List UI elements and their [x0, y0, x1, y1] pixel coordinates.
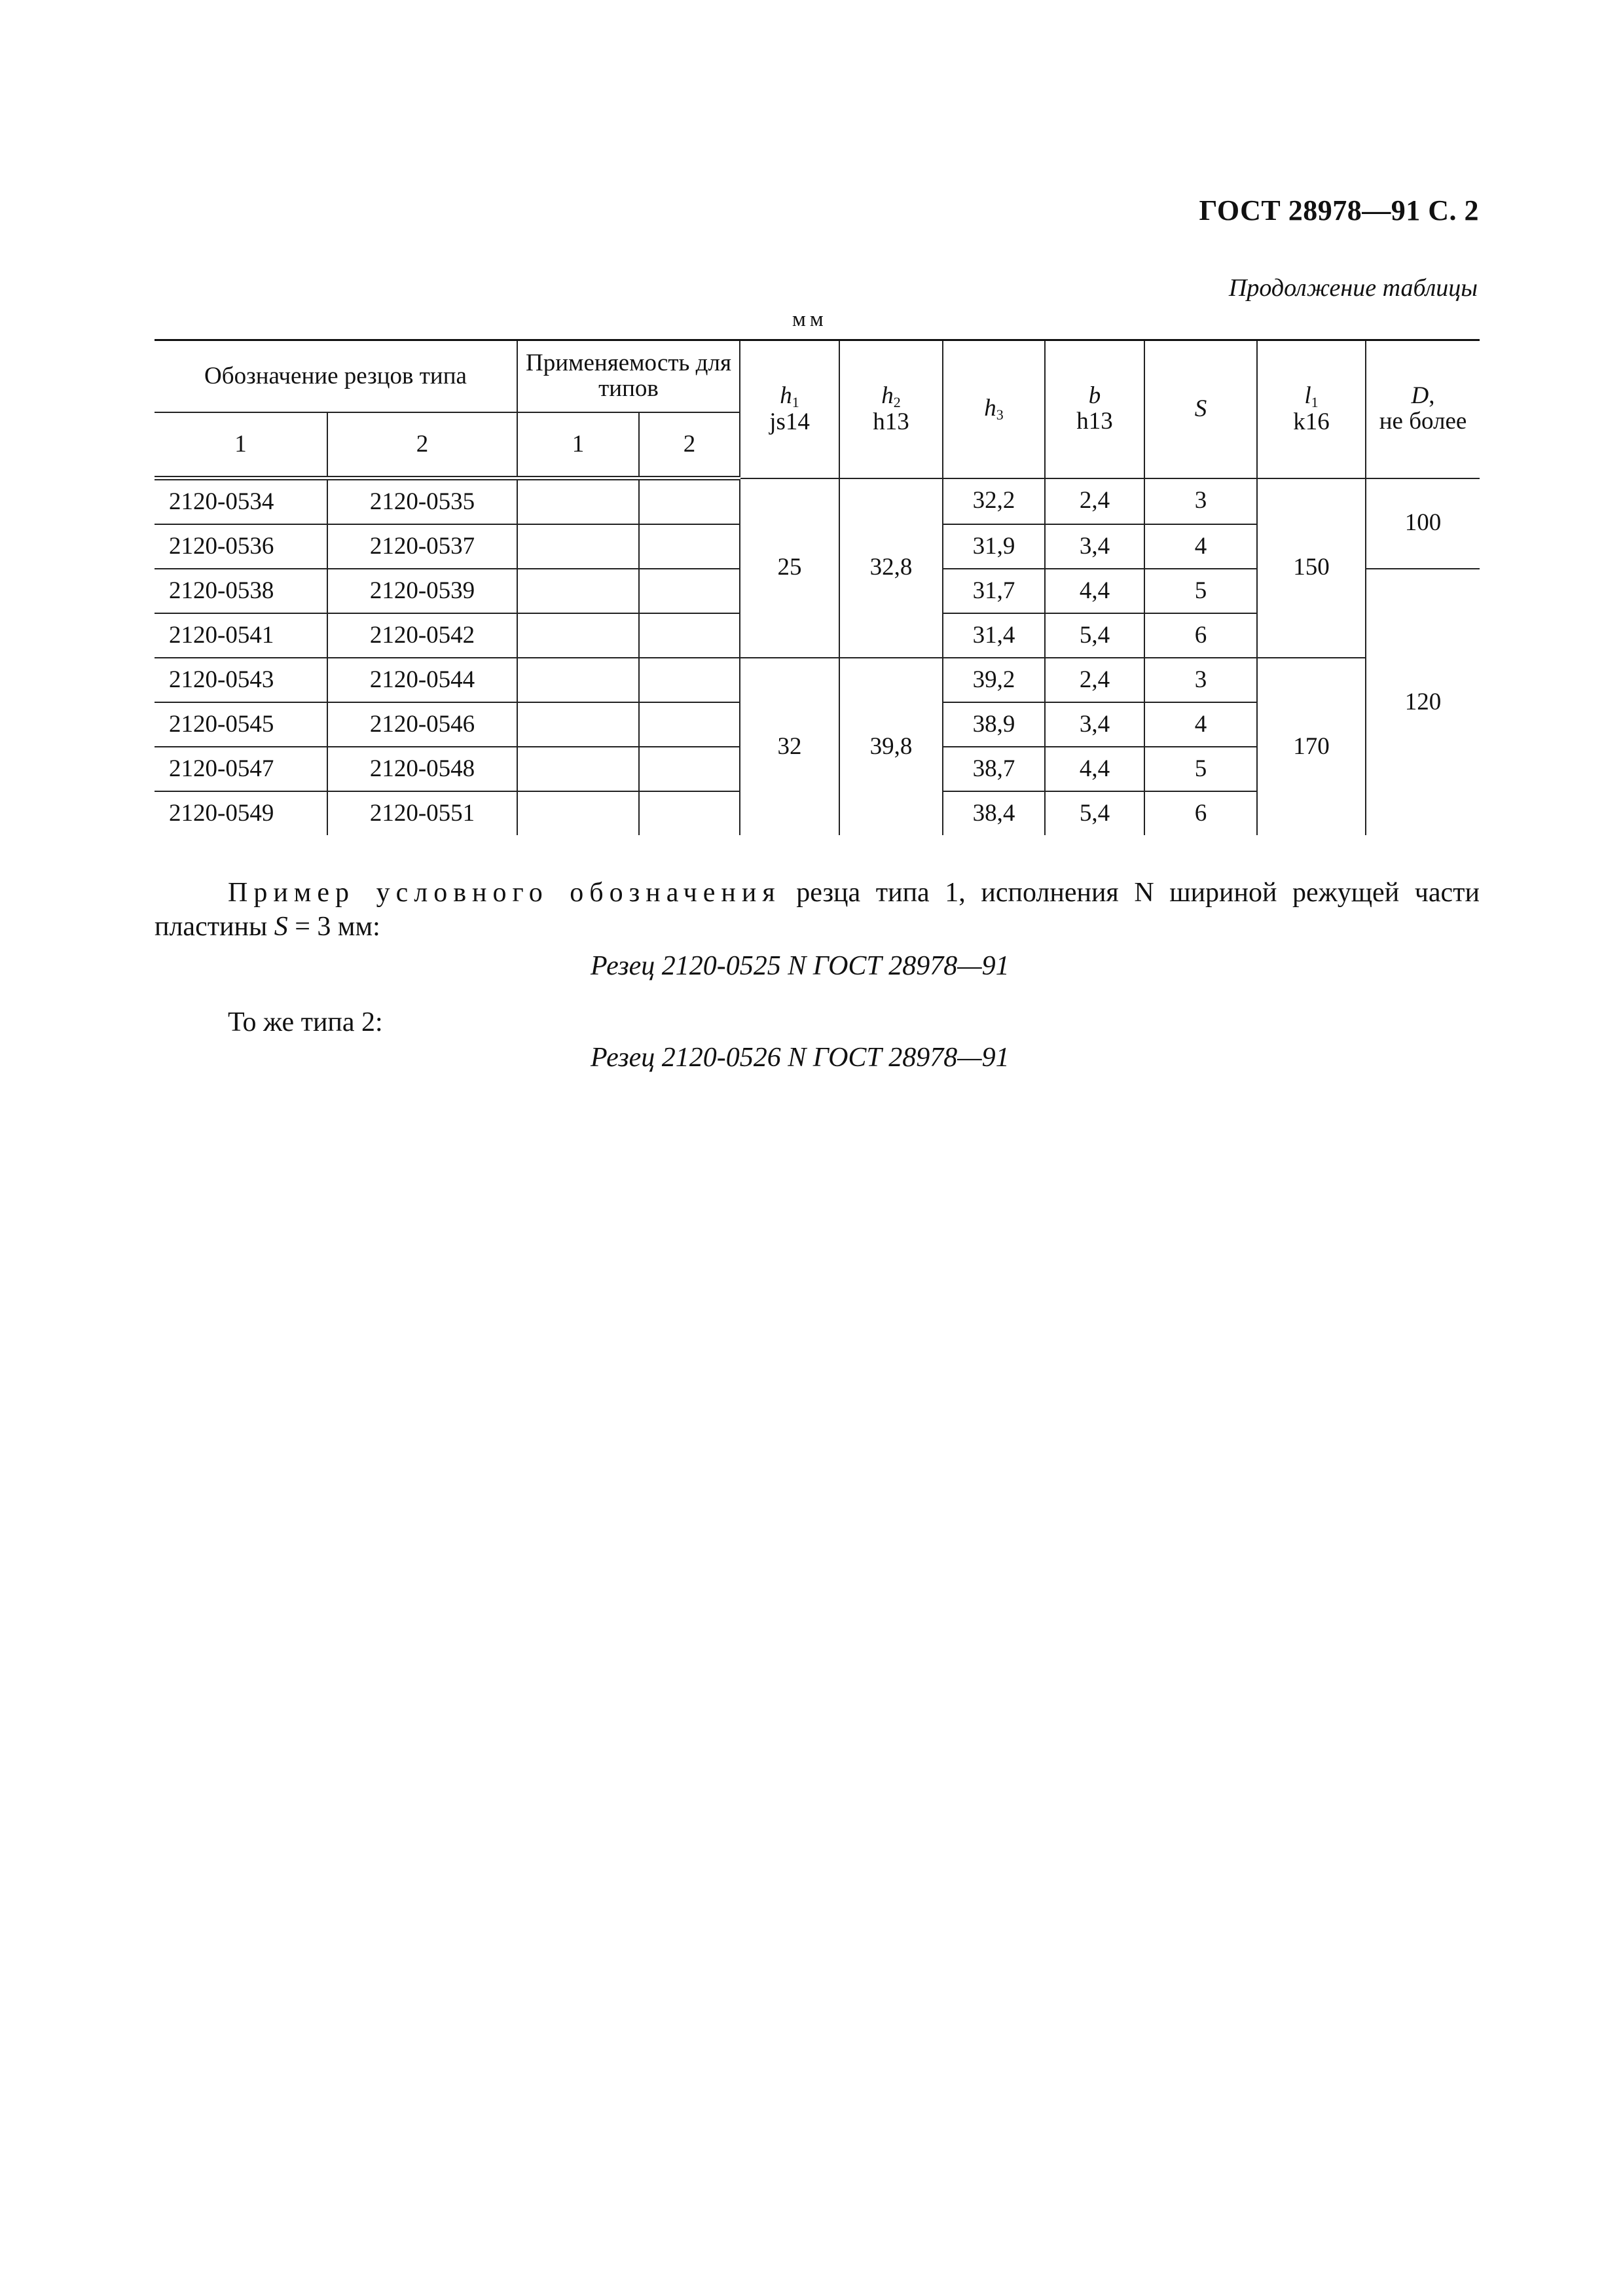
- cell-b: 5,4: [1045, 791, 1144, 835]
- cell-b: 2,4: [1045, 658, 1144, 702]
- header-h2: $h_2$ h13: [839, 340, 943, 478]
- cell-h3: 38,7: [943, 747, 1045, 791]
- header-app2: 2: [639, 412, 740, 478]
- example-text: резца типа 1, исполнения N шириной режущей части пластины: [155, 878, 1480, 942]
- cell-app1: [517, 791, 639, 835]
- header-app1: 1: [517, 412, 639, 478]
- header-designation: Обозначение резцов типа: [155, 340, 517, 413]
- header-d: D, не более: [1366, 340, 1480, 478]
- cutter-dimensions-table: [155, 339, 1480, 835]
- header-b: b h13: [1045, 340, 1144, 478]
- cell-type2: 2120-0551: [327, 791, 517, 835]
- cell-app2: [639, 747, 740, 791]
- cell-h1: 32: [740, 658, 839, 835]
- example-paragraph: [155, 876, 1480, 944]
- same-type-2-label: То же типа 2:: [228, 1007, 383, 1037]
- cell-type2: 2120-0537: [327, 524, 517, 569]
- cell-b: 3,4: [1045, 524, 1144, 569]
- cell-app2: [639, 478, 740, 525]
- cell-s: 6: [1144, 791, 1257, 835]
- cell-app1: [517, 478, 639, 525]
- header-applicability: Применяемость для типов: [517, 340, 740, 413]
- cell-type1: 2120-0549: [155, 791, 327, 835]
- cell-type1: 2120-0538: [155, 569, 327, 613]
- cell-d: 120: [1366, 569, 1480, 835]
- units-label: мм: [792, 308, 828, 331]
- cell-s: 3: [1144, 658, 1257, 702]
- cell-h3: 39,2: [943, 658, 1045, 702]
- cell-app2: [639, 524, 740, 569]
- cell-app2: [639, 791, 740, 835]
- cell-app1: [517, 569, 639, 613]
- example-designation-1: Резец 2120-0525 N ГОСТ 28978—91: [591, 951, 1010, 981]
- table-row: [155, 478, 1480, 525]
- cell-app1: [517, 524, 639, 569]
- cell-app2: [639, 702, 740, 747]
- cell-b: 4,4: [1045, 747, 1144, 791]
- cell-app2: [639, 569, 740, 613]
- cell-type2: 2120-0542: [327, 613, 517, 658]
- cell-s: 5: [1144, 747, 1257, 791]
- cell-app1: [517, 702, 639, 747]
- cell-h3: 32,2: [943, 478, 1045, 525]
- cell-h3: 31,4: [943, 613, 1045, 658]
- cell-b: 3,4: [1045, 702, 1144, 747]
- cell-h2: 32,8: [839, 478, 943, 658]
- example-text-end: = 3 мм:: [287, 912, 380, 942]
- cell-s: 4: [1144, 524, 1257, 569]
- cell-app2: [639, 613, 740, 658]
- cell-s: 4: [1144, 702, 1257, 747]
- cell-h3: 38,4: [943, 791, 1045, 835]
- cell-app1: [517, 658, 639, 702]
- cell-type1: 2120-0534: [155, 478, 327, 525]
- cell-b: 4,4: [1045, 569, 1144, 613]
- cell-app2: [639, 658, 740, 702]
- cell-h2: 39,8: [839, 658, 943, 835]
- cell-s: 3: [1144, 478, 1257, 525]
- cell-app1: [517, 613, 639, 658]
- cell-b: 2,4: [1045, 478, 1144, 525]
- cell-type2: 2120-0548: [327, 747, 517, 791]
- cell-type2: 2120-0546: [327, 702, 517, 747]
- cell-h3: 31,9: [943, 524, 1045, 569]
- cell-type1: 2120-0536: [155, 524, 327, 569]
- cell-l1: 170: [1257, 658, 1366, 835]
- table-continuation-label: Продолжение таблицы: [1228, 274, 1478, 302]
- cell-type2: 2120-0535: [327, 478, 517, 525]
- cell-h1: 25: [740, 478, 839, 658]
- s-variable: S: [274, 912, 288, 942]
- header-s: S: [1144, 340, 1257, 478]
- header-l1: $l_1$ k16: [1257, 340, 1366, 478]
- example-label: Пример условного обозначения: [228, 878, 781, 908]
- header-h3: $h_3$: [943, 340, 1045, 478]
- example-designation-2: Резец 2120-0526 N ГОСТ 28978—91: [591, 1043, 1010, 1073]
- cell-h3: 38,9: [943, 702, 1045, 747]
- cell-h3: 31,7: [943, 569, 1045, 613]
- cell-s: 5: [1144, 569, 1257, 613]
- cell-type1: 2120-0541: [155, 613, 327, 658]
- cell-type2: 2120-0539: [327, 569, 517, 613]
- cell-app1: [517, 747, 639, 791]
- header-type1: 1: [155, 412, 327, 478]
- cell-l1: 150: [1257, 478, 1366, 658]
- table-row: [155, 658, 1480, 702]
- cell-type1: 2120-0545: [155, 702, 327, 747]
- cell-type1: 2120-0547: [155, 747, 327, 791]
- page-header: ГОСТ 28978—91 С. 2: [1199, 194, 1479, 226]
- header-type2: 2: [327, 412, 517, 478]
- cell-s: 6: [1144, 613, 1257, 658]
- cell-d: 100: [1366, 478, 1480, 569]
- cell-type1: 2120-0543: [155, 658, 327, 702]
- header-h1: $h_1$ js14: [740, 340, 839, 478]
- cell-type2: 2120-0544: [327, 658, 517, 702]
- cell-b: 5,4: [1045, 613, 1144, 658]
